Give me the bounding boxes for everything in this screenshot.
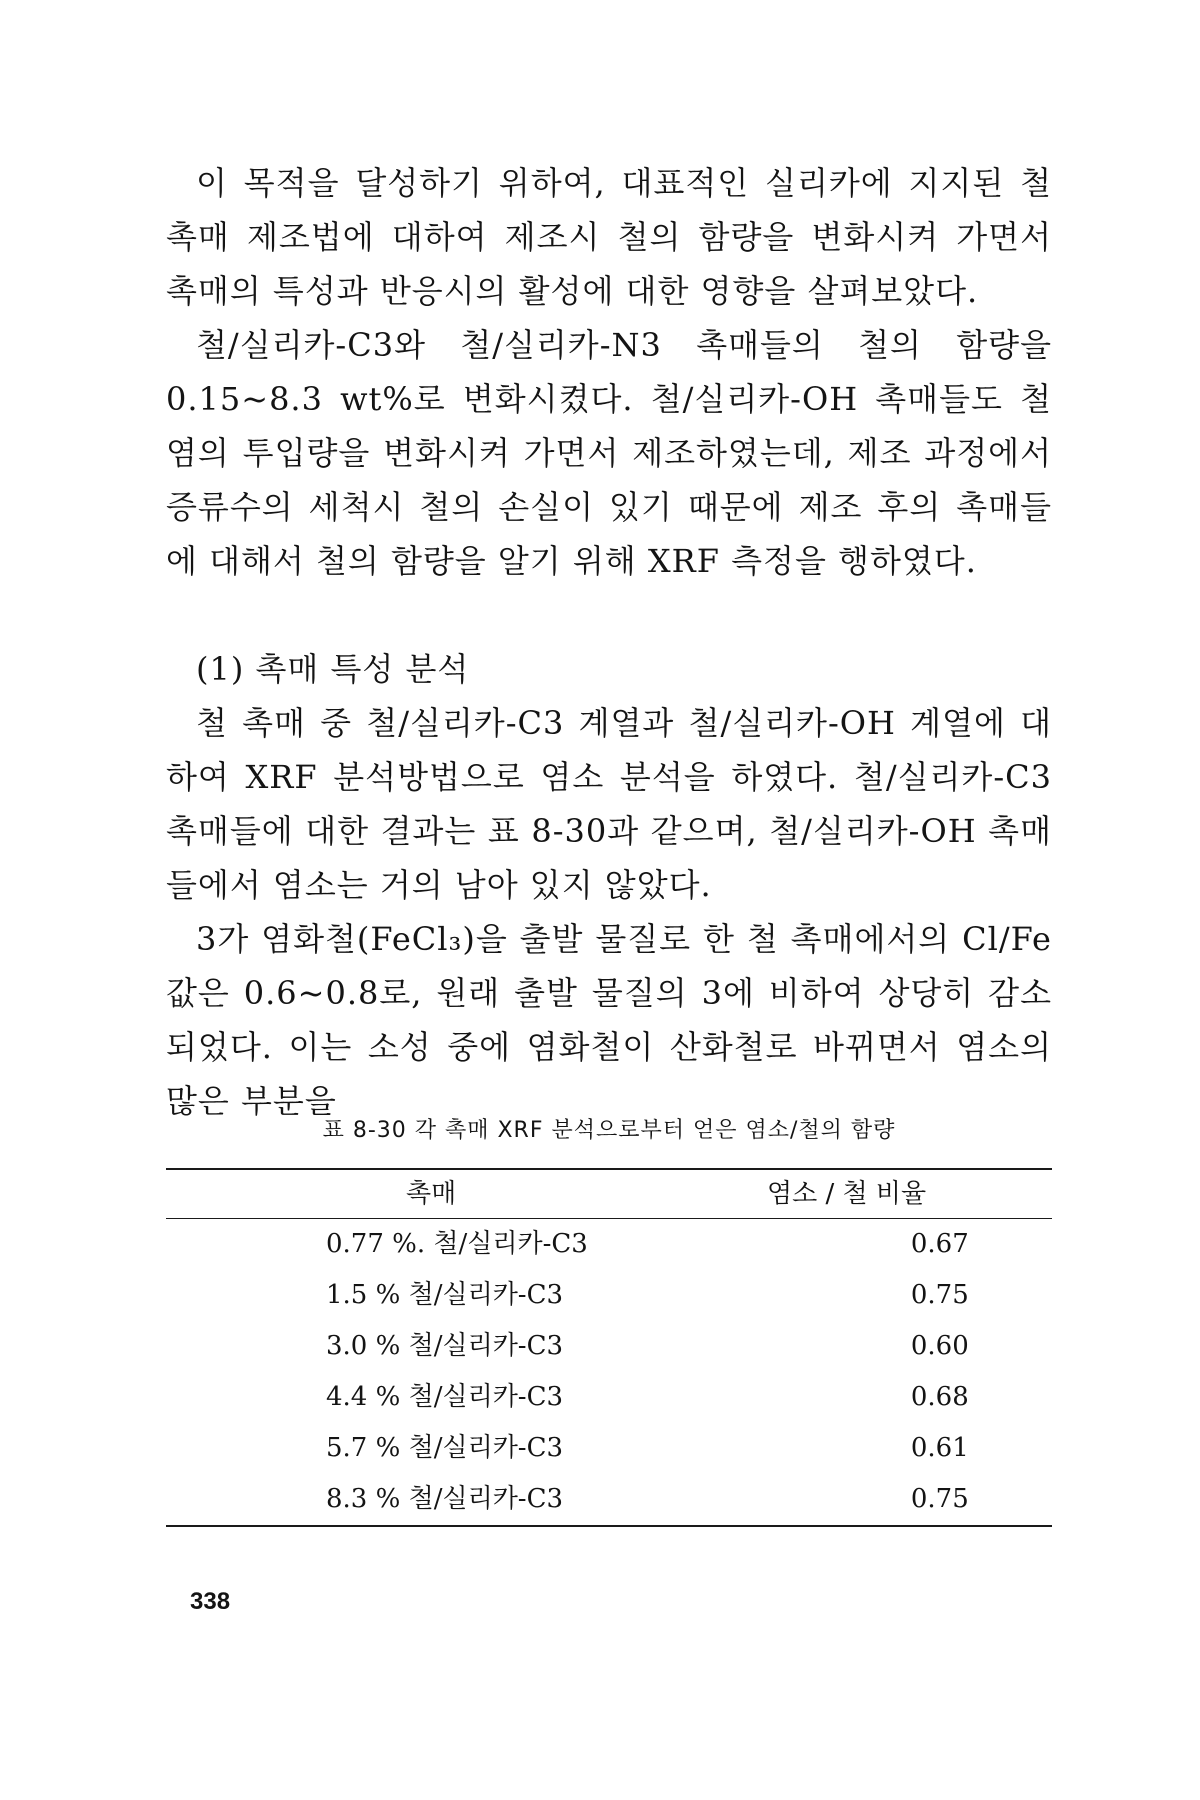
table-cell-catalyst: 8.3 % 철/실리카-C3 (326, 1484, 564, 1514)
table-cell-catalyst: 1.5 % 철/실리카-C3 (326, 1280, 564, 1310)
page-number: 338 (190, 1588, 231, 1615)
data-table (166, 1170, 1052, 1218)
table-block (166, 1116, 1052, 1527)
paragraph-intro-1: 이 목적을 달성하기 위하여, 대표적인 실리카에 지지된 철 촉매 제조법에 대하여 제조시 철의 함량을 변화시켜 가면서 촉매의 특성과 반응시의 활성에 대한 영향을 살펴보았다. (166, 164, 1052, 310)
table-row (166, 1474, 1052, 1525)
data-table-body (166, 1219, 1052, 1525)
table-row (166, 1270, 1052, 1321)
table-cell-catalyst: 4.4 % 철/실리카-C3 (326, 1382, 564, 1412)
paragraph-intro-2: 철/실리카-C3와 철/실리카-N3 촉매들의 철의 함량을 0.15~8.3 wt%로 변화시켰다. 철/실리카-OH 촉매들도 철염의 투입량을 변화시켜 가면서 제조하였는데, 제조 과정에서 증류수의 세척시 철의 손실이 있기 때문에 제조 후의 촉매들에 대해서 철의 함량을 알기 위해 XRF 측정을 행하였다. (166, 326, 1052, 580)
paragraph-section-2: 3가 염화철(FeCl₃)을 출발 물질로 한 철 촉매에서의 Cl/Fe 값은 0.6~0.8로, 원래 출발 물질의 3에 비하여 상당히 감소되었다. 이는 소성 중에 염화철이 산화철로 바뀌면서 염소의 많은 부분을 (166, 920, 1052, 1120)
table-cell-ratio: 0.61 (910, 1433, 969, 1463)
table-cell-catalyst: 5.7 % 철/실리카-C3 (326, 1433, 564, 1463)
table-cell-ratio: 0.60 (910, 1331, 969, 1361)
section-heading: (1) 촉매 특성 분석 (196, 650, 470, 688)
table-cell-catalyst: 0.77 %. 철/실리카-C3 (326, 1229, 588, 1259)
table-header-row (166, 1170, 1052, 1218)
table-header-ratio: 염소 / 철 비율 (767, 1179, 927, 1209)
body-text (166, 156, 1052, 1128)
table-row (166, 1321, 1052, 1372)
table-row (166, 1372, 1052, 1423)
table-cell-ratio: 0.68 (910, 1382, 969, 1412)
table-bottom-rule (166, 1525, 1052, 1527)
table-caption: 표 8-30 각 촉매 XRF 분석으로부터 얻은 염소/철의 함량 (322, 1118, 896, 1143)
table-cell-ratio: 0.75 (910, 1280, 969, 1310)
table-row (166, 1423, 1052, 1474)
table-row (166, 1219, 1052, 1270)
paragraph-section-1: 철 촉매 중 철/실리카-C3 계열과 철/실리카-OH 계열에 대하여 XRF 분석방법으로 염소 분석을 하였다. 철/실리카-C3 촉매들에 대한 결과는 표 8-30과 같으며, 철/실리카-OH 촉매들에서 염소는 거의 남아 있지 않았다. (166, 704, 1052, 904)
table-header-catalyst: 촉매 (406, 1179, 457, 1209)
table-cell-catalyst: 3.0 % 철/실리카-C3 (326, 1331, 564, 1361)
table-cell-ratio: 0.75 (910, 1484, 969, 1514)
table-cell-ratio: 0.67 (910, 1229, 969, 1259)
